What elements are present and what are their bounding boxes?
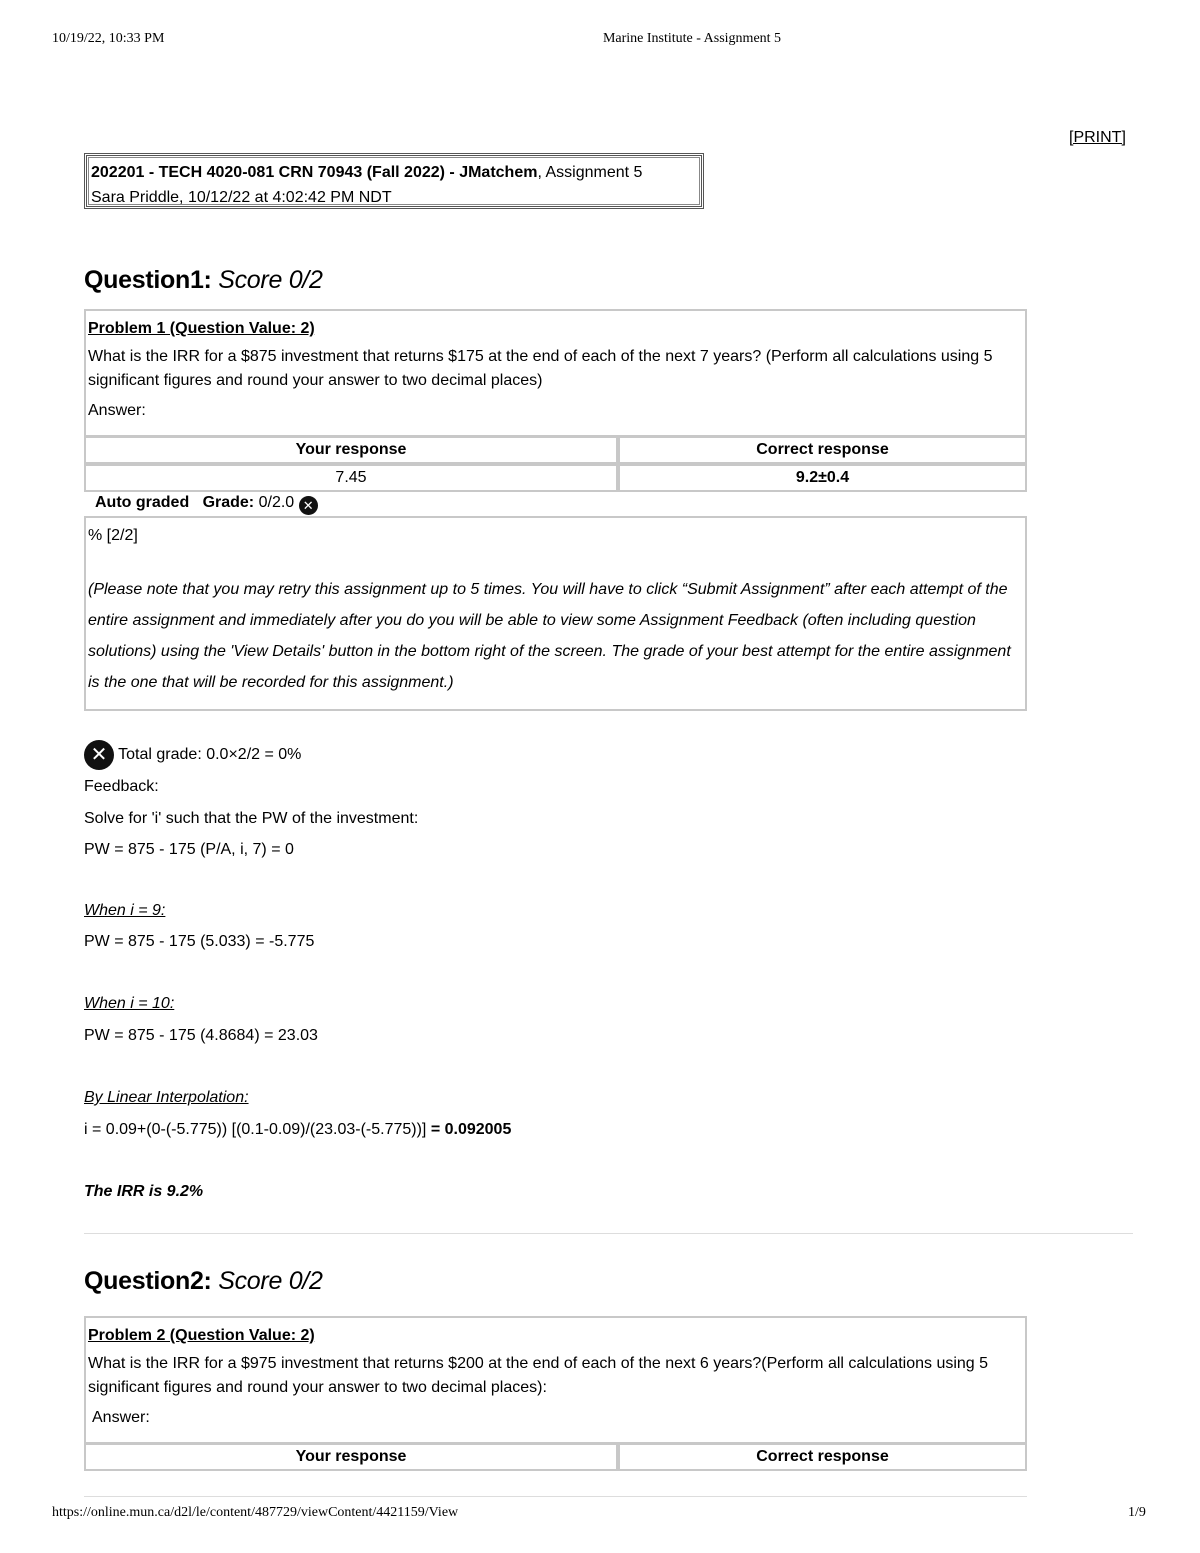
page-divider (84, 1496, 1027, 1497)
course-line (91, 160, 697, 185)
interpolation-equation (84, 1118, 511, 1142)
your-response-value: 7.45 (84, 464, 618, 492)
print-url: https://online.mun.ca/d2l/le/content/487729/viewContent/4421159/View (52, 1505, 459, 1520)
incorrect-icon: ✕ (84, 740, 114, 770)
print-link[interactable]: [PRINT] (1069, 129, 1126, 146)
problem2-text: What is the IRR for a $975 investment that returns $200 at the end of each of the next 6 years?(Perform all calculations using 5 significant figures and round your answer to two decimal places): (88, 1355, 989, 1396)
col-correct-response: Correct response (618, 436, 1027, 464)
submission-info: Sara Priddle, 10/12/22 at 4:02:42 PM NDT (91, 189, 392, 206)
question1-problem-box (84, 309, 1027, 437)
grade-line (95, 494, 318, 515)
question2-problem-box (84, 1316, 1027, 1444)
problem2-answer-label: Answer: (92, 1409, 150, 1426)
course-info-box (84, 153, 704, 209)
interpolation-expression: i = 0.09+(0-(-5.775)) [(0.1-0.09)/(23.03-(-5.775))] (84, 1121, 427, 1138)
question-divider (84, 1233, 1133, 1234)
question2-label: Question2: (84, 1267, 212, 1295)
when-10-label: When i = 10: (84, 995, 175, 1012)
grade-label: Grade: (202, 494, 255, 511)
grade-value: 0/2.0 (258, 494, 295, 511)
interpolation-result: = 0.092005 (426, 1121, 512, 1138)
question2-score: Score 0/2 (218, 1267, 323, 1295)
problem1-answer-label: Answer: (88, 402, 146, 419)
table-row (84, 464, 1027, 492)
when-9-equation: PW = 875 - 175 (5.033) = -5.775 (84, 933, 315, 950)
correct-response-value: 9.2±0.4 (618, 464, 1027, 492)
col-your-response: Your response (84, 1443, 618, 1471)
col-correct-response: Correct response (618, 1443, 1027, 1471)
question2-heading (84, 1267, 323, 1296)
percent-line: % [2/2] (88, 527, 138, 544)
auto-graded-label: Auto graded (95, 494, 190, 511)
col-your-response: Your response (84, 436, 618, 464)
table-header-row (84, 436, 1027, 464)
problem2-title: Problem 2 (Question Value: 2) (88, 1327, 315, 1344)
problem1-title: Problem 1 (Question Value: 2) (88, 320, 315, 337)
print-page-title: Marine Institute - Assignment 5 (602, 31, 782, 46)
print-page-number: 1/9 (1128, 1505, 1146, 1520)
when-10-equation: PW = 875 - 175 (4.8684) = 23.03 (84, 1027, 318, 1044)
interpolation-label: By Linear Interpolation: (84, 1089, 249, 1106)
question2-response-table (84, 1443, 1027, 1471)
table-header-row (84, 1443, 1027, 1471)
question1-label: Question1: (84, 266, 212, 294)
assignment-name: , Assignment 5 (537, 164, 643, 181)
feedback-note-box (84, 516, 1027, 711)
question1-response-table (84, 436, 1027, 492)
irr-statement: The IRR is 9.2% (84, 1183, 204, 1200)
problem1-text: What is the IRR for a $875 investment that returns $175 at the end of each of the next 7 years? (Perform all calculations using 5 significant figures and round your answer to two decimal places) (88, 348, 993, 389)
incorrect-icon: ✕ (299, 496, 318, 515)
total-grade-line (84, 740, 301, 770)
solve-line: Solve for 'i' such that the PW of the investment: (84, 810, 419, 827)
total-grade: Total grade: 0.0×2/2 = 0% (118, 746, 302, 763)
question1-heading (84, 266, 323, 295)
feedback-label: Feedback: (84, 778, 159, 795)
print-datetime: 10/19/22, 10:33 PM (52, 31, 165, 46)
course-name: 202201 - TECH 4020-081 CRN 70943 (Fall 2022) - JMatchem (91, 164, 538, 181)
pw-equation: PW = 875 - 175 (P/A, i, 7) = 0 (84, 841, 294, 858)
retry-note: (Please note that you may retry this assignment up to 5 times. You will have to click “Submit Assignment” after each attempt of the entire assignment and immediately after you do you will be able to view some Assignment Feedback (often including question solutions) using the 'View Details' button in the bottom right of the screen. The grade of your best attempt for the entire assignment is the one that will be recorded for this assignment.) (88, 581, 1011, 691)
when-9-label: When i = 9: (84, 902, 166, 919)
question1-score: Score 0/2 (218, 266, 323, 294)
